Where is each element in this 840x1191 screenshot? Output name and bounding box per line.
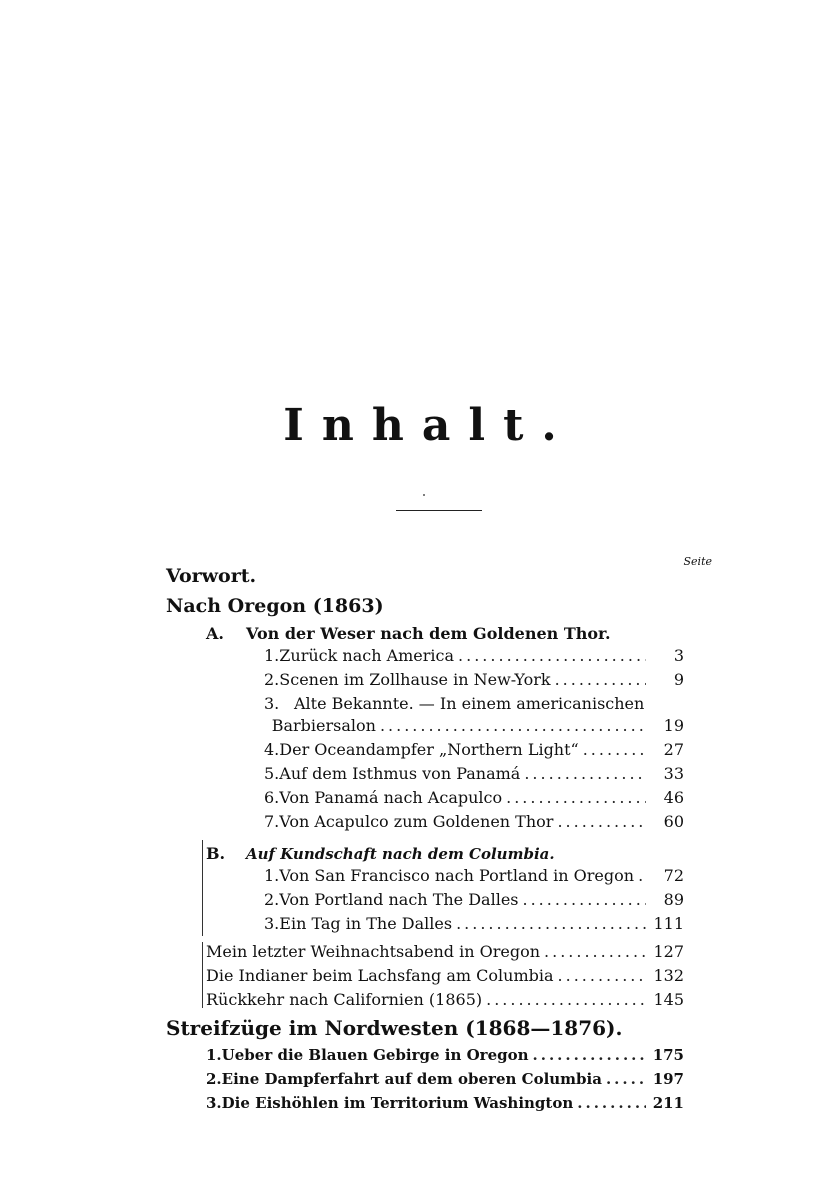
entry-number: 1. — [206, 1046, 222, 1064]
section-a-heading[interactable] — [206, 624, 611, 643]
entry-page: 19 — [663, 716, 684, 735]
leader-dots — [458, 646, 646, 665]
toc-entry[interactable] — [264, 670, 684, 692]
entry-page: 3 — [673, 646, 684, 665]
entry-title: Eine Dampferfahrt auf dem oberen Columbia — [221, 1070, 602, 1088]
entry-title: Von San Francisco nach Portland in Oregon — [279, 866, 635, 885]
entry-number: 1. — [264, 866, 280, 885]
entry-page: 127 — [653, 942, 684, 961]
leader-dots — [544, 942, 646, 961]
entry-title: Ueber die Blauen Gebirge in Oregon — [221, 1046, 529, 1064]
leader-dots — [606, 1070, 646, 1088]
toc-entry[interactable] — [264, 866, 684, 888]
page-title: Inhalt. — [283, 400, 575, 451]
leader-dots — [486, 990, 646, 1009]
extra-bracket — [202, 942, 203, 1008]
toc-entry[interactable] — [206, 1094, 684, 1116]
page-column-label: Seite — [683, 555, 712, 568]
entry-page: 27 — [663, 740, 684, 759]
entry-page: 111 — [653, 914, 684, 933]
entry-number: 2. — [264, 670, 280, 689]
section-b-heading[interactable] — [206, 844, 555, 863]
entry-page: 9 — [673, 670, 684, 689]
entry-page: 132 — [653, 966, 684, 985]
part2-heading[interactable]: Streifzüge im Nordwesten (1868—1876). — [166, 1016, 623, 1040]
toc-entry[interactable] — [264, 788, 684, 810]
entry-title-line2: Barbiersalon — [271, 716, 376, 735]
entry-number: 2. — [206, 1070, 222, 1088]
toc-entry[interactable] — [206, 942, 684, 964]
entry-title: Von Acapulco zum Goldenen Thor — [279, 812, 554, 831]
entry-number: 6. — [264, 788, 280, 807]
entry-page: 60 — [663, 812, 684, 831]
leader-dots — [583, 740, 646, 759]
section-b-label: B. — [206, 844, 226, 863]
entry-title: Von Portland nach The Dalles — [279, 890, 519, 909]
entry-page: 33 — [663, 764, 684, 783]
entry-title: Zurück nach America — [279, 646, 455, 665]
toc-entry[interactable] — [264, 890, 684, 912]
entry-number: 5. — [264, 764, 280, 783]
leader-dots — [555, 670, 646, 689]
section-a-title: Von der Weser nach dem Goldenen Thor. — [246, 624, 611, 643]
entry-page: 89 — [663, 890, 684, 909]
leader-dots — [558, 966, 646, 985]
leader-dots — [506, 788, 646, 807]
toc-entry[interactable] — [264, 646, 684, 668]
toc-entry-line2[interactable] — [264, 716, 684, 738]
toc-entry[interactable] — [206, 1046, 684, 1068]
entry-title: Scenen im Zollhause in New-York — [279, 670, 551, 689]
leader-dots — [456, 914, 646, 933]
entry-title: Die Eishöhlen im Territorium Washington — [221, 1094, 574, 1112]
leader-dots — [577, 1094, 646, 1112]
entry-title: Der Oceandampfer „Northern Light“ — [279, 740, 579, 759]
vorwort-heading[interactable]: Vorwort. — [166, 565, 257, 587]
toc-entry-line1[interactable] — [264, 694, 684, 716]
section-a-label: A. — [206, 624, 224, 643]
entry-page: 145 — [653, 990, 684, 1009]
toc-entry[interactable] — [206, 1070, 684, 1092]
leader-dots — [638, 866, 646, 885]
toc-entry[interactable] — [206, 990, 684, 1012]
entry-number: 7. — [264, 812, 280, 831]
leader-dots — [557, 812, 646, 831]
entry-number: 3. — [264, 694, 280, 713]
entry-title: Von Panamá nach Acapulco — [279, 788, 503, 807]
entry-number: 4. — [264, 740, 280, 759]
entry-number: 3. — [206, 1094, 222, 1112]
entry-title: Mein letzter Weihnachtsabend in Oregon — [206, 942, 541, 961]
entry-page: 175 — [652, 1046, 684, 1064]
entry-page: 197 — [652, 1070, 684, 1088]
part1-heading[interactable]: Nach Oregon (1863) — [166, 595, 384, 617]
entry-title: Auf dem Isthmus von Panamá — [279, 764, 521, 783]
entry-number: 3. — [264, 914, 280, 933]
title-divider — [396, 510, 482, 511]
section-b-title: Auf Kundschaft nach dem Columbia. — [246, 845, 555, 863]
toc-entry[interactable] — [206, 966, 684, 988]
entry-number: 2. — [264, 890, 280, 909]
toc-entry[interactable] — [264, 914, 684, 936]
leader-dots — [523, 890, 647, 909]
entry-page: 211 — [652, 1094, 684, 1112]
entry-title: Ein Tag in The Dalles — [279, 914, 453, 933]
entry-title: Rückkehr nach Californien (1865) — [206, 990, 483, 1009]
entry-page: 46 — [663, 788, 684, 807]
entry-title: Die Indianer beim Lachsfang am Columbia — [206, 966, 554, 985]
entry-number: 1. — [264, 646, 280, 665]
entry-title-line1: Alte Bekannte. — In einem americanischen — [294, 694, 645, 713]
toc-entry[interactable] — [264, 812, 684, 834]
leader-dots — [524, 764, 646, 783]
toc-entry[interactable] — [264, 764, 684, 786]
decorative-dot — [423, 494, 425, 496]
toc-entry[interactable] — [264, 740, 684, 762]
leader-dots — [380, 716, 646, 735]
entry-page: 72 — [663, 866, 684, 885]
section-b-bracket — [202, 840, 203, 936]
leader-dots — [533, 1046, 646, 1064]
